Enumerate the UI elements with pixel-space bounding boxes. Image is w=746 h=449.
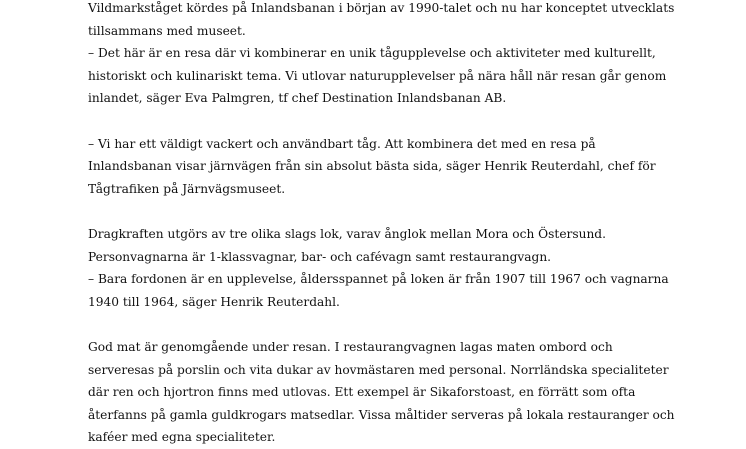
paragraph-spacer [88,200,718,223]
article-body [88,0,718,449]
text-line: Inlandsbanan visar järnvägen från sin absolut bästa sida, säger Henrik Reuterdahl, chef för [88,159,656,174]
text-line: – Vi har ett väldigt vackert och användbart tåg. Att kombinera det med en resa på [88,136,596,151]
paragraph-spacer [88,110,718,133]
paragraph-intro [88,0,718,110]
text-line: där ren och hjortron finns med utlovas. Ett exempel är Sikaforstoast, en förrätt som ofta [88,385,636,400]
text-line: Personvagnarna är 1-klassvagnar, bar- och cafévagn samt restaurangvagn. [88,249,552,264]
text-line: historiskt och kulinariskt tema. Vi utlovar naturupplevelser på nära håll när resan går genom [88,68,667,83]
text-line: tillsammans med museet. [88,23,246,38]
paragraph-spacer [88,313,718,336]
text-line: Vildmarkståget kördes på Inlandsbanan i början av 1990-talet och nu har konceptet utvecklats [88,1,675,15]
text-line: inlandet, säger Eva Palmgren, tf chef Destination Inlandsbanan AB. [88,91,507,106]
paragraph-vehicles [88,223,718,313]
paragraph-food [88,336,718,449]
text-line: God mat är genomgående under resan. I restaurangvagnen lagas maten ombord och [88,339,613,354]
text-line: – Det här är en resa där vi kombinerar en unik tågupplevelse och aktiviteter med kulturellt, [88,46,656,61]
text-line: Dragkraften utgörs av tre olika slags lok, varav ånglok mellan Mora och Östersund. [88,226,606,241]
text-line: serveresas på porslin och vita dukar av hovmästaren med personal. Norrländska specialiteter [88,362,669,377]
text-line: – Bara fordonen är en upplevelse, åldersspannet på loken är från 1907 till 1967 och vagnarna [88,272,669,287]
text-line: återfanns på gamla guldkrogars matsedlar. Vissa måltider serveras på lokala restauranger och [88,407,675,422]
paragraph-quote-reuterdahl [88,133,718,201]
text-line: Tågtrafiken på Järnvägsmuseet. [88,181,286,196]
text-line: 1940 till 1964, säger Henrik Reuterdahl. [88,294,340,309]
text-line: kaféer med egna specialiteter. [88,430,276,445]
